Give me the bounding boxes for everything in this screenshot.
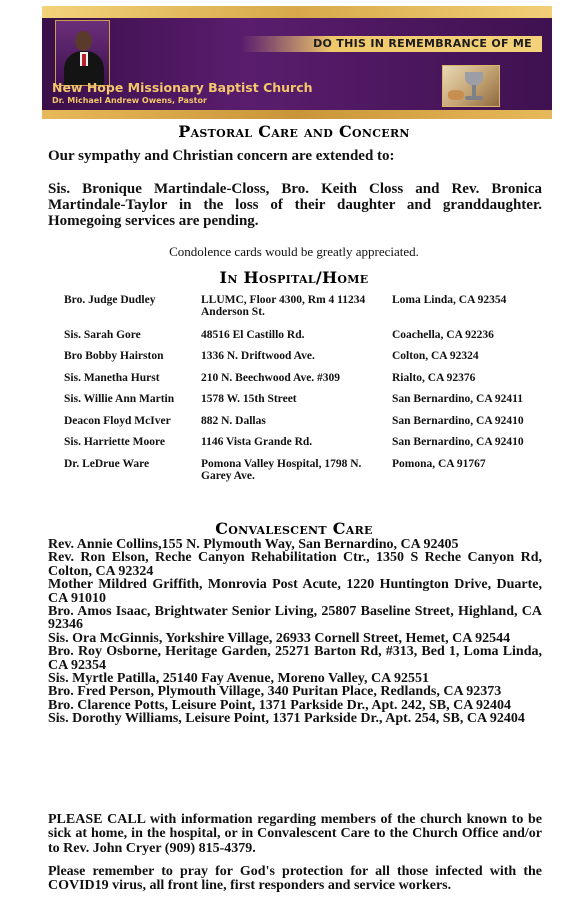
list-item: Rev. Ron Elson, Reche Canyon Rehabilitation Ctr., 1350 S Reche Canyon Rd, Colton, CA 92324 <box>48 550 542 579</box>
list-item: Bro. Fred Person, Plymouth Village, 340 Puritan Place, Redlands, CA 92373 <box>48 684 502 700</box>
member-name: Deacon Floyd McIver <box>64 415 171 427</box>
member-name: Sis. Sarah Gore <box>64 329 141 341</box>
pastoral-care-heading: Pastoral Care and Concern <box>178 122 410 141</box>
list-item: Bro. Clarence Potts, Leisure Point, 1371 Parkside Dr., Apt. 242, SB, CA 92404 <box>48 697 512 713</box>
communion-image <box>442 65 500 107</box>
banner-bottom-border <box>42 110 552 119</box>
member-address: 48516 El Castillo Rd. <box>201 329 305 341</box>
list-item: Sis. Ora McGinnis, Yorkshire Village, 26933 Cornell Street, Hemet, CA 92544 <box>48 630 511 646</box>
call-note: PLEASE CALL with information regarding members of the church known to be sick at home, in the hospital, or in Convalescent Care to the Church Office and/or to Rev. John Cryer (909) 815-4379. <box>48 812 542 856</box>
hospital-heading: In Hospital/Home <box>219 268 369 287</box>
list-item: Bro. Amos Isaac, Brightwater Senior Living, 25807 Baseline Street, Highland, CA 92346 <box>48 604 542 633</box>
list-item: Bro. Roy Osborne, Heritage Garden, 25271 Barton Rd, #313, Bed 1, Loma Linda, CA 92354 <box>48 644 542 673</box>
member-address: 1578 W. 15th Street <box>201 393 297 405</box>
member-city: San Bernardino, CA 92411 <box>392 393 523 405</box>
member-city: Pomona, CA 91767 <box>392 458 486 470</box>
convalescent-heading: Convalescent Care <box>215 519 373 538</box>
member-city: San Bernardino, CA 92410 <box>392 415 524 427</box>
church-name: New Hope Missionary Baptist Church <box>52 80 313 95</box>
member-city: Colton, CA 92324 <box>392 350 479 362</box>
member-city: Coachella, CA 92236 <box>392 329 494 341</box>
member-address: 1146 Vista Grande Rd. <box>201 436 313 448</box>
member-address: 1336 N. Driftwood Ave. <box>201 350 315 362</box>
church-banner <box>42 6 552 119</box>
sympathy-intro: Our sympathy and Christian concern are extended to: <box>48 148 395 164</box>
member-city: Rialto, CA 92376 <box>392 372 476 384</box>
list-item: Sis. Dorothy Williams, Leisure Point, 1371 Parkside Dr., Apt. 254, SB, CA 92404 <box>48 711 525 727</box>
member-name: Sis. Harriette Moore <box>64 436 166 448</box>
member-name: Bro. Judge Dudley <box>64 294 156 306</box>
pastor-name: Dr. Michael Andrew Owens, Pastor <box>52 96 207 105</box>
member-address: Pomona Valley Hospital, 1798 N. Garey Ave. <box>201 458 362 482</box>
member-address: 210 N. Beechwood Ave. #309 <box>201 372 341 384</box>
banner-tagline: DO THIS IN REMEMBRANCE OF ME <box>242 36 542 52</box>
list-item: Sis. Myrtle Patilla, 25140 Fay Avenue, Moreno Valley, CA 92551 <box>48 671 429 687</box>
member-address: 882 N. Dallas <box>201 415 266 427</box>
member-name: Dr. LeDrue Ware <box>64 458 150 470</box>
pastor-photo <box>55 20 110 86</box>
member-address: LLUMC, Floor 4300, Rm 4 11234 Anderson St. <box>201 294 366 318</box>
convalescent-list <box>48 538 542 726</box>
prayer-note: Please remember to pray for God's protection for all those infected with the COVID19 virus, all front line, first responders and service workers. <box>48 864 542 894</box>
sympathy-message: Sis. Bronique Martindale-Closs, Bro. Keith Closs and Rev. Bronica Martindale-Taylor in the loss of their daughter and granddaughter. Homegoing services are pending. <box>48 181 542 229</box>
banner-purple-panel <box>42 18 552 110</box>
condolence-note: Condolence cards would be greatly appreciated. <box>169 244 419 259</box>
member-city: San Bernardino, CA 92410 <box>392 436 524 448</box>
banner-top-border <box>42 6 552 18</box>
list-item: Mother Mildred Griffith, Monrovia Post Acute, 1220 Huntington Drive, Duarte, CA 91010 <box>48 577 542 606</box>
member-name: Sis. Manetha Hurst <box>64 372 160 384</box>
member-city: Loma Linda, CA 92354 <box>392 294 507 306</box>
list-item: Rev. Annie Collins,155 N. Plymouth Way, San Bernardino, CA 92405 <box>48 537 459 552</box>
member-name: Sis. Willie Ann Martin <box>64 393 175 405</box>
member-name: Bro Bobby Hairston <box>64 350 164 362</box>
